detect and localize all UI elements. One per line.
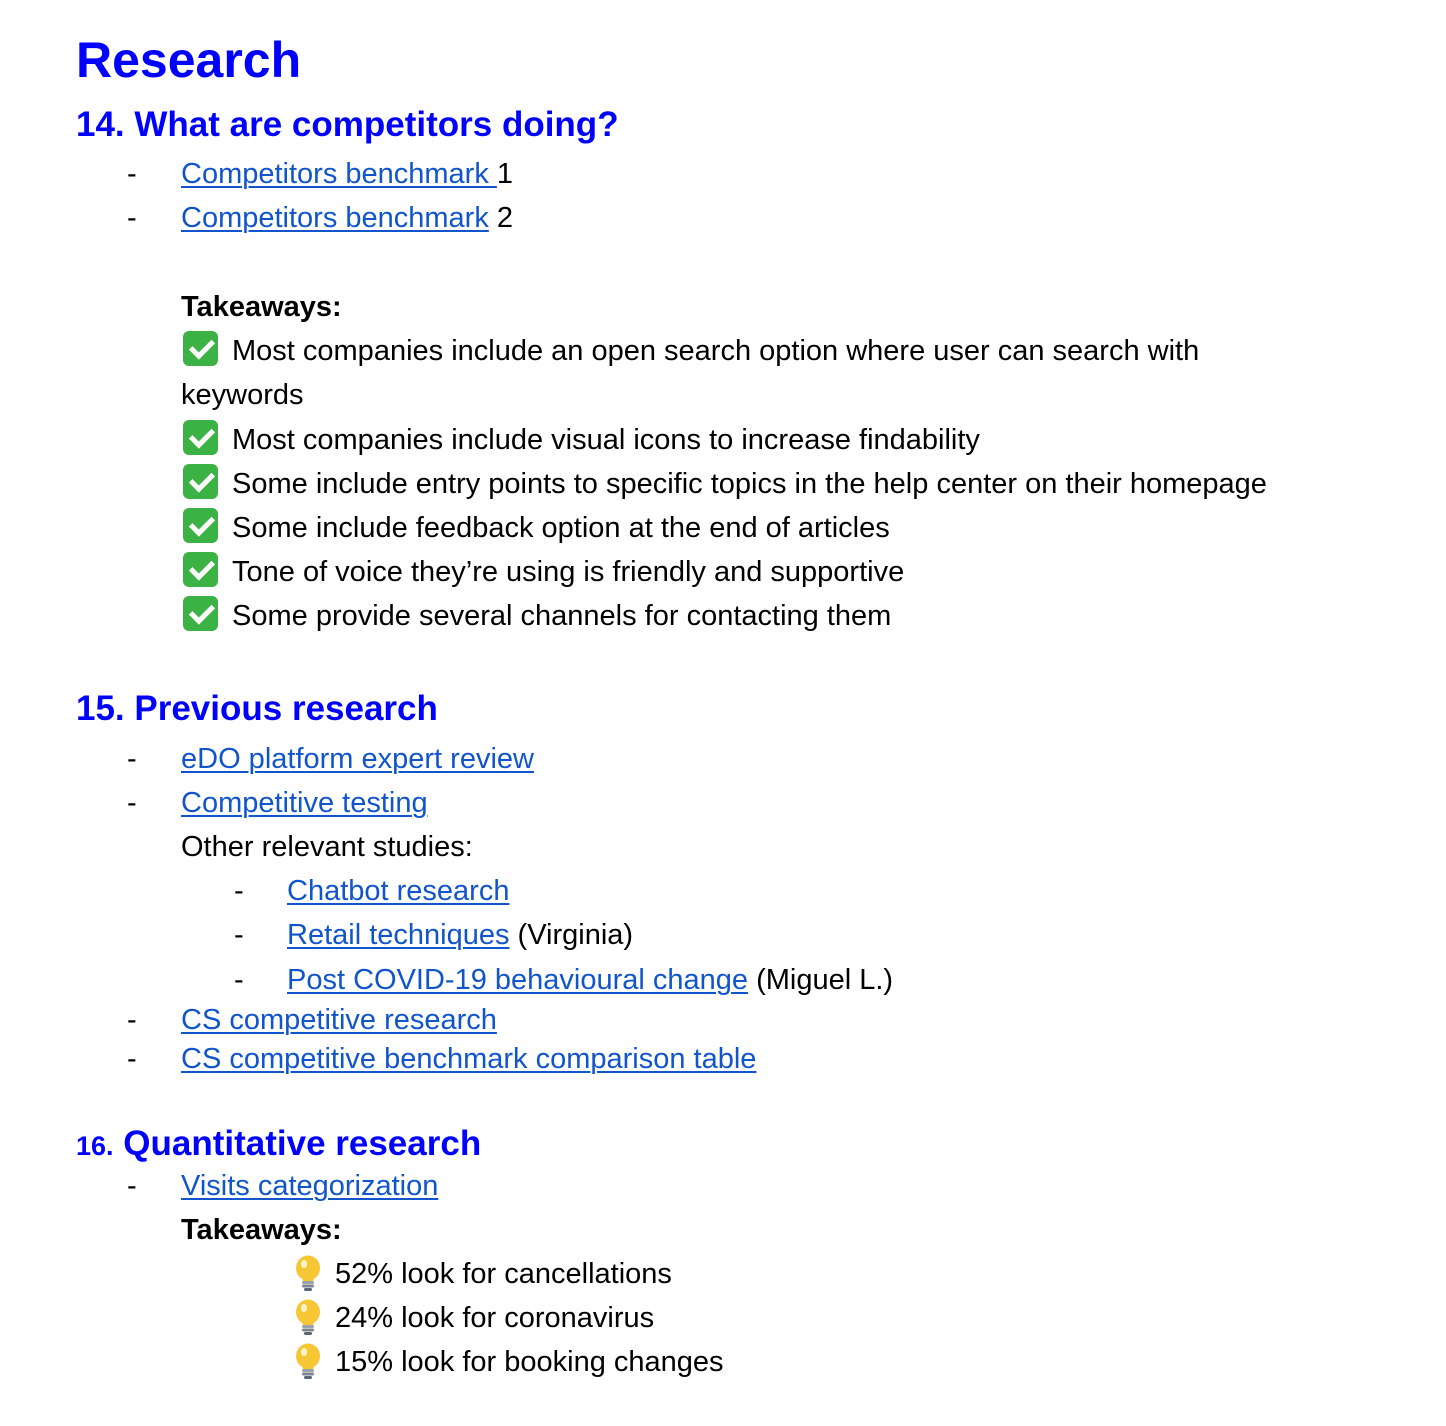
- takeaway-text: 24% look for coronavirus: [335, 1302, 655, 1334]
- takeaway-item: [183, 331, 1199, 371]
- section-16-number: 16.: [76, 1131, 114, 1161]
- list-item: [181, 198, 513, 238]
- takeaway-item: [183, 596, 891, 636]
- list-item: [181, 783, 428, 823]
- takeaway-text: Most companies include an open search option where user can search with: [232, 335, 1200, 367]
- takeaway-text: Tone of voice they’re using is friendly and supportive: [232, 556, 905, 588]
- takeaway-item: [183, 552, 904, 592]
- white-check-mark-icon: [183, 420, 218, 455]
- cs-benchmark-table-link[interactable]: CS competitive benchmark comparison table: [181, 1043, 757, 1075]
- page-title: Research: [76, 32, 302, 88]
- takeaway-text: Some include feedback option at the end of articles: [232, 512, 890, 544]
- takeaway-item: [291, 1298, 654, 1338]
- list-item: [287, 960, 893, 1000]
- link-suffix: 1: [496, 158, 514, 190]
- list-item: [181, 1000, 497, 1040]
- chatbot-research-link[interactable]: Chatbot research: [287, 875, 510, 907]
- link-suffix: (Miguel L.): [748, 964, 894, 996]
- section-16-title: Quantitative research: [113, 1124, 482, 1163]
- list-bullet-dash: -: [127, 743, 137, 775]
- takeaway-text: Some include entry points to specific topics in the help center on their homepage: [232, 468, 1267, 500]
- white-check-mark-icon: [183, 464, 218, 499]
- takeaways-label: Takeaways:: [181, 1214, 342, 1246]
- takeaway-continuation: keywords: [181, 379, 304, 411]
- list-bullet-dash: -: [127, 158, 137, 190]
- list-item: [287, 871, 509, 911]
- other-studies-label: Other relevant studies:: [181, 831, 473, 863]
- post-covid-behaviour-link[interactable]: Post COVID-19 behavioural change: [287, 964, 749, 996]
- list-bullet-dash: -: [234, 875, 244, 907]
- white-check-mark-icon: [183, 552, 218, 587]
- list-bullet-dash: -: [127, 202, 137, 234]
- takeaway-text: Most companies include visual icons to increase findability: [232, 424, 980, 456]
- takeaway-text: 52% look for cancellations: [335, 1258, 672, 1290]
- retail-techniques-link[interactable]: Retail techniques: [287, 919, 510, 951]
- list-item: [287, 915, 633, 955]
- list-bullet-dash: -: [127, 1170, 137, 1202]
- list-item: [181, 739, 534, 779]
- section-15-heading: 15. Previous research: [76, 689, 438, 728]
- light-bulb-icon: [291, 1342, 325, 1380]
- takeaway-item: [183, 508, 890, 548]
- list-bullet-dash: -: [127, 1004, 137, 1036]
- takeaway-text: Some provide several channels for contacting them: [232, 600, 892, 632]
- white-check-mark-icon: [183, 508, 218, 543]
- white-check-mark-icon: [183, 331, 218, 366]
- white-check-mark-icon: [183, 596, 218, 631]
- takeaway-text: 15% look for booking changes: [335, 1346, 724, 1378]
- list-item: [181, 1039, 756, 1079]
- competitors-benchmark-2-link[interactable]: Competitors benchmark: [181, 202, 489, 234]
- takeaway-item: [183, 464, 1267, 504]
- takeaway-item: [183, 420, 980, 460]
- light-bulb-icon: [291, 1254, 325, 1292]
- list-bullet-dash: -: [127, 1043, 137, 1075]
- link-suffix: (Virginia): [509, 919, 634, 951]
- section-14-heading: 14. What are competitors doing?: [76, 105, 619, 144]
- list-item: [181, 1166, 438, 1206]
- list-bullet-dash: -: [234, 964, 244, 996]
- list-item: [181, 154, 513, 194]
- takeaway-item: [291, 1254, 672, 1294]
- visits-categorization-link[interactable]: Visits categorization: [181, 1170, 439, 1202]
- link-suffix: 2: [488, 202, 514, 234]
- competitive-testing-link[interactable]: Competitive testing: [181, 787, 428, 819]
- section-16-heading: [76, 1124, 481, 1166]
- light-bulb-icon: [291, 1298, 325, 1336]
- cs-competitive-research-link[interactable]: CS competitive research: [181, 1004, 497, 1036]
- edo-expert-review-link[interactable]: eDO platform expert review: [181, 743, 534, 775]
- takeaways-label: Takeaways:: [181, 291, 342, 323]
- competitors-benchmark-1-link[interactable]: Competitors benchmark: [181, 158, 497, 190]
- takeaway-item: [291, 1342, 724, 1382]
- list-bullet-dash: -: [234, 919, 244, 951]
- list-bullet-dash: -: [127, 787, 137, 819]
